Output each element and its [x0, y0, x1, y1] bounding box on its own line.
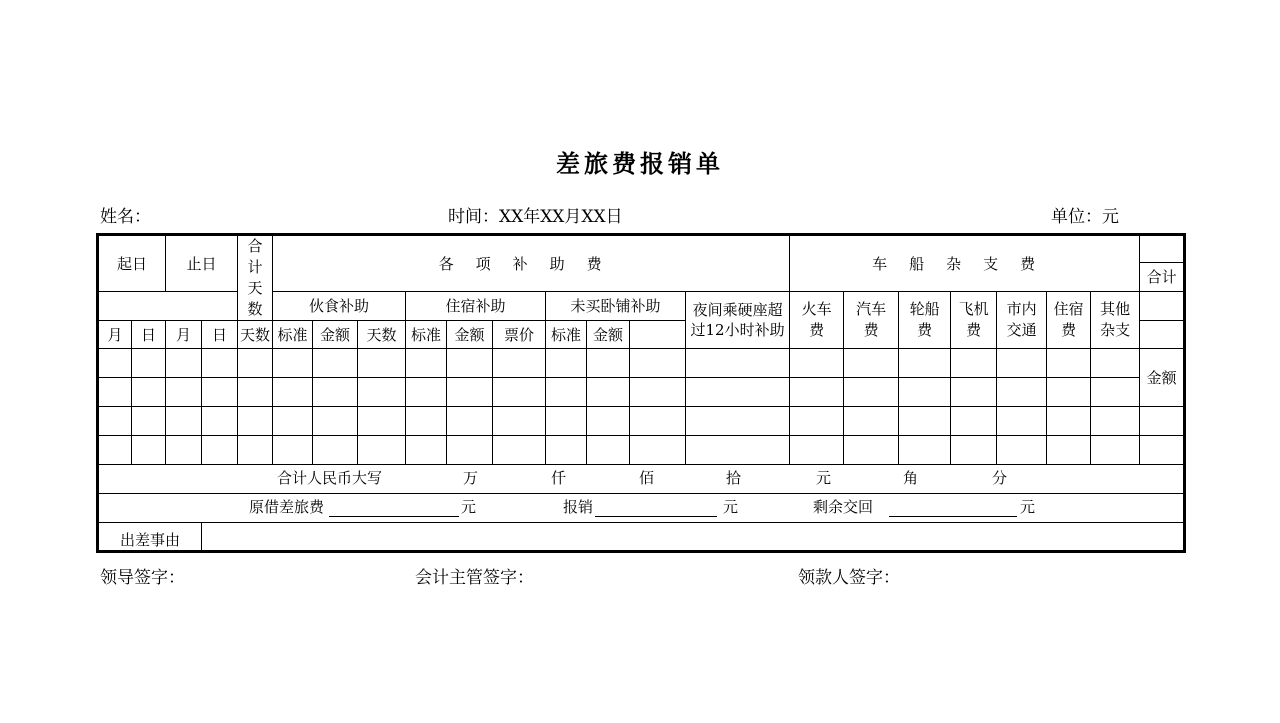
- reimburse-label: 报销: [563, 498, 594, 516]
- cell[interactable]: [273, 378, 313, 407]
- blank-cell: [630, 321, 686, 349]
- cell[interactable]: [358, 407, 406, 436]
- amount-label: 金额: [1140, 349, 1185, 407]
- cell[interactable]: [686, 407, 790, 436]
- cell[interactable]: [98, 436, 132, 465]
- cell[interactable]: [997, 436, 1047, 465]
- lodging-days-header: 天数: [358, 321, 406, 349]
- cell[interactable]: [132, 436, 166, 465]
- ticket-price-header: 票价: [493, 321, 546, 349]
- city-transport-text: 市内交通: [1006, 300, 1037, 339]
- cell[interactable]: [1047, 349, 1091, 378]
- unit-fen: 分: [992, 469, 1008, 487]
- cell[interactable]: [844, 349, 899, 378]
- cell[interactable]: [587, 407, 630, 436]
- unit-shi: 拾: [726, 469, 742, 487]
- cell[interactable]: [997, 407, 1047, 436]
- cell[interactable]: [546, 436, 587, 465]
- total-days-text: 合计天数: [247, 237, 263, 318]
- accounting-signature-label: 会计主管签字：: [415, 568, 534, 588]
- rmb-total-label: 合计人民币大写: [277, 469, 383, 487]
- reimbursement-table: [96, 233, 1186, 553]
- cell[interactable]: [358, 378, 406, 407]
- allowance-group-text: 各项补助费: [438, 254, 624, 273]
- plane-fee-text: 飞机费: [958, 300, 989, 339]
- cell[interactable]: [238, 378, 273, 407]
- cell[interactable]: [546, 378, 587, 407]
- start-month-header: 月: [98, 321, 132, 349]
- purpose-input[interactable]: [202, 523, 1185, 552]
- return-unit: 元: [1020, 498, 1036, 516]
- cell[interactable]: [273, 349, 313, 378]
- unit-qian: 仟: [551, 469, 567, 487]
- advance-unit: 元: [461, 498, 477, 516]
- cell[interactable]: [546, 349, 587, 378]
- table-row: [98, 378, 1185, 407]
- reimburse-unit: 元: [723, 498, 739, 516]
- cell[interactable]: [1091, 436, 1140, 465]
- cell[interactable]: [630, 378, 686, 407]
- form-title: 差旅费报销单: [556, 149, 724, 178]
- cell[interactable]: [790, 349, 844, 378]
- cell[interactable]: [166, 436, 202, 465]
- start-date-header: 起日: [98, 235, 166, 292]
- cell[interactable]: [951, 407, 997, 436]
- cell[interactable]: [98, 378, 132, 407]
- cell[interactable]: [313, 407, 358, 436]
- total-days-header: [238, 235, 273, 321]
- cell[interactable]: [273, 407, 313, 436]
- ship-fee-text: 轮船费: [909, 300, 940, 339]
- city-transport-header: [997, 292, 1047, 349]
- cell[interactable]: [790, 436, 844, 465]
- cell[interactable]: [493, 349, 546, 378]
- name-label: 姓名：: [100, 207, 151, 227]
- cell[interactable]: [630, 436, 686, 465]
- night-seat-allowance-header: 夜间乘硬座超过12小时补助: [686, 292, 790, 349]
- cell[interactable]: [132, 407, 166, 436]
- cell[interactable]: [790, 378, 844, 407]
- cell[interactable]: [406, 378, 447, 407]
- cell[interactable]: [899, 436, 951, 465]
- other-misc-header: [1091, 292, 1140, 349]
- cell[interactable]: [132, 378, 166, 407]
- cell[interactable]: [951, 436, 997, 465]
- cell[interactable]: [630, 407, 686, 436]
- advance-label: 原借差旅费: [249, 498, 325, 516]
- blank-cell: [1140, 292, 1185, 321]
- cell[interactable]: [899, 407, 951, 436]
- cell[interactable]: [1091, 378, 1140, 407]
- meal-days-header: 天数: [238, 321, 273, 349]
- cell[interactable]: [238, 436, 273, 465]
- lodging-amount-header: 金额: [447, 321, 493, 349]
- cell[interactable]: [406, 436, 447, 465]
- blank-cell: [1140, 235, 1185, 263]
- train-fee-header: [790, 292, 844, 349]
- return-label: 剩余交回: [813, 498, 874, 516]
- cell[interactable]: [166, 407, 202, 436]
- cell[interactable]: [98, 407, 132, 436]
- cell[interactable]: [313, 349, 358, 378]
- lodging-standard-header: 标准: [406, 321, 447, 349]
- cell[interactable]: [202, 436, 238, 465]
- total-header: 合计: [1140, 263, 1185, 292]
- cell[interactable]: [447, 436, 493, 465]
- cell[interactable]: [202, 349, 238, 378]
- ship-fee-header: [899, 292, 951, 349]
- cell[interactable]: [997, 378, 1047, 407]
- table-row: [98, 349, 1185, 378]
- unit-bai: 佰: [639, 469, 655, 487]
- cell[interactable]: [686, 349, 790, 378]
- cell[interactable]: [406, 349, 447, 378]
- cell[interactable]: [951, 378, 997, 407]
- end-day-header: 日: [202, 321, 238, 349]
- table-row: [98, 436, 1185, 465]
- cell[interactable]: [844, 407, 899, 436]
- train-fee-text: 火车费: [801, 300, 832, 339]
- cell[interactable]: [587, 378, 630, 407]
- cell[interactable]: [790, 407, 844, 436]
- cell[interactable]: [686, 436, 790, 465]
- cell[interactable]: [899, 378, 951, 407]
- cell[interactable]: [202, 378, 238, 407]
- bus-fee-header: [844, 292, 899, 349]
- cell[interactable]: [238, 407, 273, 436]
- cell[interactable]: [166, 349, 202, 378]
- transport-group-header: [790, 235, 1140, 292]
- meal-standard-header: 标准: [273, 321, 313, 349]
- cell[interactable]: [1140, 407, 1185, 436]
- plane-fee-header: [951, 292, 997, 349]
- cell[interactable]: [844, 436, 899, 465]
- unit-label: 单位：元: [1051, 207, 1119, 227]
- unit-jiao: 角: [903, 469, 919, 487]
- settlement-row: [98, 494, 1185, 523]
- cell[interactable]: [1047, 436, 1091, 465]
- end-date-header: 止日: [166, 235, 238, 292]
- cell[interactable]: [493, 378, 546, 407]
- unit-yuan: 元: [816, 469, 832, 487]
- cell[interactable]: [1140, 436, 1185, 465]
- lodging-fee-text: 住宿费: [1053, 300, 1084, 339]
- cell[interactable]: [546, 407, 587, 436]
- table-row: [98, 407, 1185, 436]
- lodging-fee-header: [1047, 292, 1091, 349]
- leader-signature-label: 领导签字：: [100, 568, 185, 588]
- cell[interactable]: [313, 436, 358, 465]
- sleeper-standard-header: 标准: [546, 321, 587, 349]
- lodging-allowance-header: 住宿补助: [406, 292, 546, 321]
- unit-wan: 万: [463, 469, 479, 487]
- other-misc-text: 其他杂支: [1100, 300, 1131, 339]
- cell[interactable]: [447, 407, 493, 436]
- cell[interactable]: [358, 436, 406, 465]
- cell[interactable]: [1091, 407, 1140, 436]
- end-month-header: 月: [166, 321, 202, 349]
- transport-group-text: 车船杂支费: [872, 254, 1058, 273]
- cell[interactable]: [493, 407, 546, 436]
- cell[interactable]: [273, 436, 313, 465]
- cell[interactable]: [951, 349, 997, 378]
- cell[interactable]: [1047, 407, 1091, 436]
- cell[interactable]: [447, 349, 493, 378]
- meal-allowance-header: 伙食补助: [273, 292, 406, 321]
- no-sleeper-allowance-header: 未买卧铺补助: [546, 292, 686, 321]
- sleeper-amount-header: 金额: [587, 321, 630, 349]
- cell[interactable]: [630, 349, 686, 378]
- start-day-header: 日: [132, 321, 166, 349]
- time-label: 时间：XX年XX月XX日: [448, 207, 623, 227]
- purpose-label: 出差事由: [98, 523, 202, 552]
- cell[interactable]: [313, 378, 358, 407]
- cell[interactable]: [358, 349, 406, 378]
- bus-fee-text: 汽车费: [856, 300, 887, 339]
- cell[interactable]: [202, 407, 238, 436]
- cell[interactable]: [997, 349, 1047, 378]
- cell[interactable]: [587, 436, 630, 465]
- allowance-group-header: [273, 235, 790, 292]
- payee-signature-label: 领款人签字：: [798, 568, 900, 588]
- cell[interactable]: [587, 349, 630, 378]
- cell[interactable]: [166, 378, 202, 407]
- cell[interactable]: [844, 378, 899, 407]
- cell[interactable]: [447, 378, 493, 407]
- cell[interactable]: [98, 349, 132, 378]
- cell[interactable]: [406, 407, 447, 436]
- meal-amount-header: 金额: [313, 321, 358, 349]
- cell[interactable]: [686, 378, 790, 407]
- cell[interactable]: [238, 349, 273, 378]
- cell[interactable]: [132, 349, 166, 378]
- rmb-total-row[interactable]: [98, 465, 1185, 494]
- cell[interactable]: [899, 349, 951, 378]
- cell[interactable]: [493, 436, 546, 465]
- date-subheader-blank: [98, 292, 238, 321]
- cell[interactable]: [1091, 349, 1140, 378]
- cell[interactable]: [1047, 378, 1091, 407]
